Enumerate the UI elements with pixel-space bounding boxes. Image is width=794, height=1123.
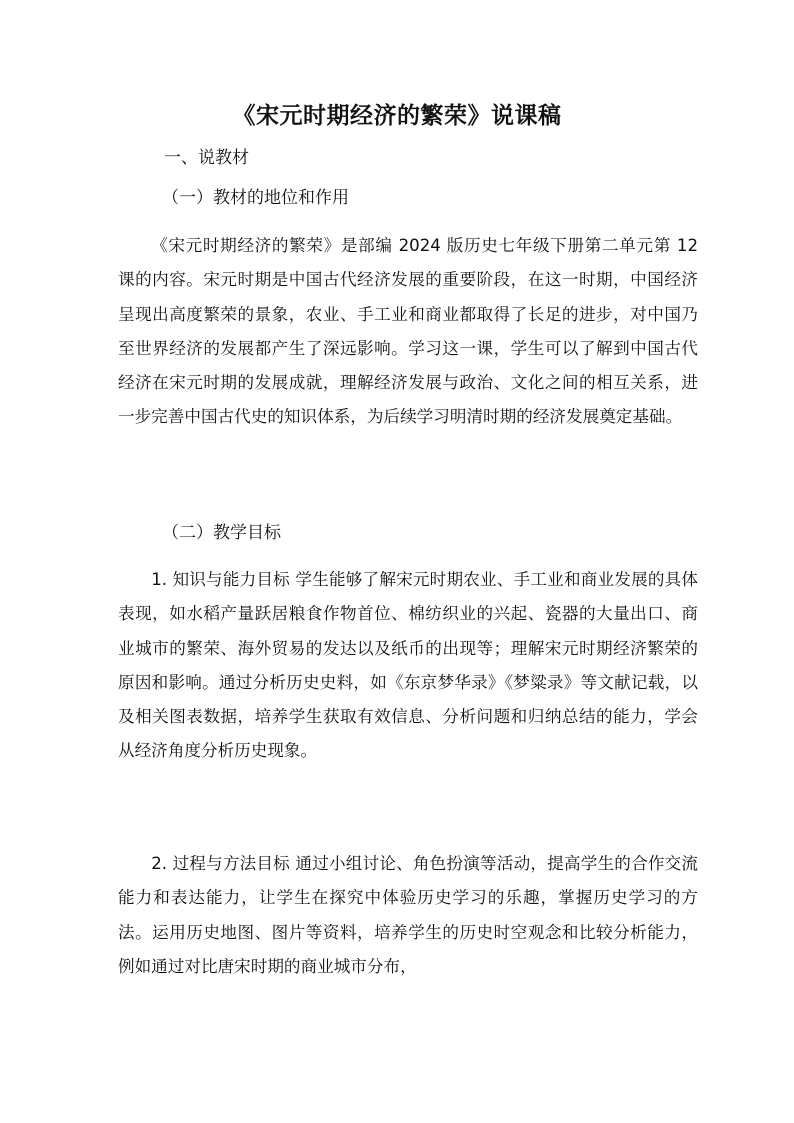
subsection-heading-teaching-goals: （二）教学目标 <box>162 523 281 543</box>
goal-text-knowledge-ability: 学生能够了解宋元时期农业、手工业和商业发展的具体表现，如水稻产量跃居粮食作物首位、棉纺织业的兴起、瓷器的大量出口、商业城市的繁荣、海外贸易的发达以及纸币的出现等；理解宋元时期经济繁荣的原因和影响。通过分析历史史料，如《东京梦华录》《梦粱录》等文献记载，以及相关图表数据，培养学生获取有效信息、分析问题和归纳总结的能力，学会从经济角度分析历史现象。 <box>118 570 699 761</box>
document-title: 《宋元时期经济的繁荣》说课稿 <box>232 103 562 129</box>
subsection-heading-status-role: （一）教材的地位和作用 <box>162 188 349 208</box>
goal-label-knowledge-ability: 1. 知识与能力目标 <box>151 570 290 589</box>
paragraph-process-method-goal <box>118 847 698 984</box>
paragraph-material-status: 《宋元时期经济的繁荣》是部编 2024 版历史七年级下册第二单元第 12 课的内容。宋元时期是中国古代经济发展的重要阶段，在这一时期，中国经济呈现出高度繁荣的景象，农业、手工业和商业都取得了长足的进步，对中国乃至世界经济的发展都产生了深远影响。学习这一课，学生可以了解到中国古代经济在宋元时期的发展成就，理解经济发展与政治、文化之间的相互关系，进一步完善中国古代史的知识体系，为后续学习明清时期的经济发展奠定基础。 <box>118 236 698 427</box>
goal-label-process-method: 2. 过程与方法目标 <box>151 854 290 873</box>
section-heading-teaching-material: 一、说教材 <box>164 148 249 168</box>
paragraph-knowledge-ability-goal <box>118 563 698 769</box>
goal-text-process-method: 通过小组讨论、角色扮演等活动，提高学生的合作交流能力和表达能力，让学生在探究中体验历史学习的乐趣，掌握历史学习的方法。运用历史地图、图片等资料，培养学生的历史时空观念和比较分析能力，例如通过对比唐宋时期的商业城市分布， <box>118 854 699 976</box>
